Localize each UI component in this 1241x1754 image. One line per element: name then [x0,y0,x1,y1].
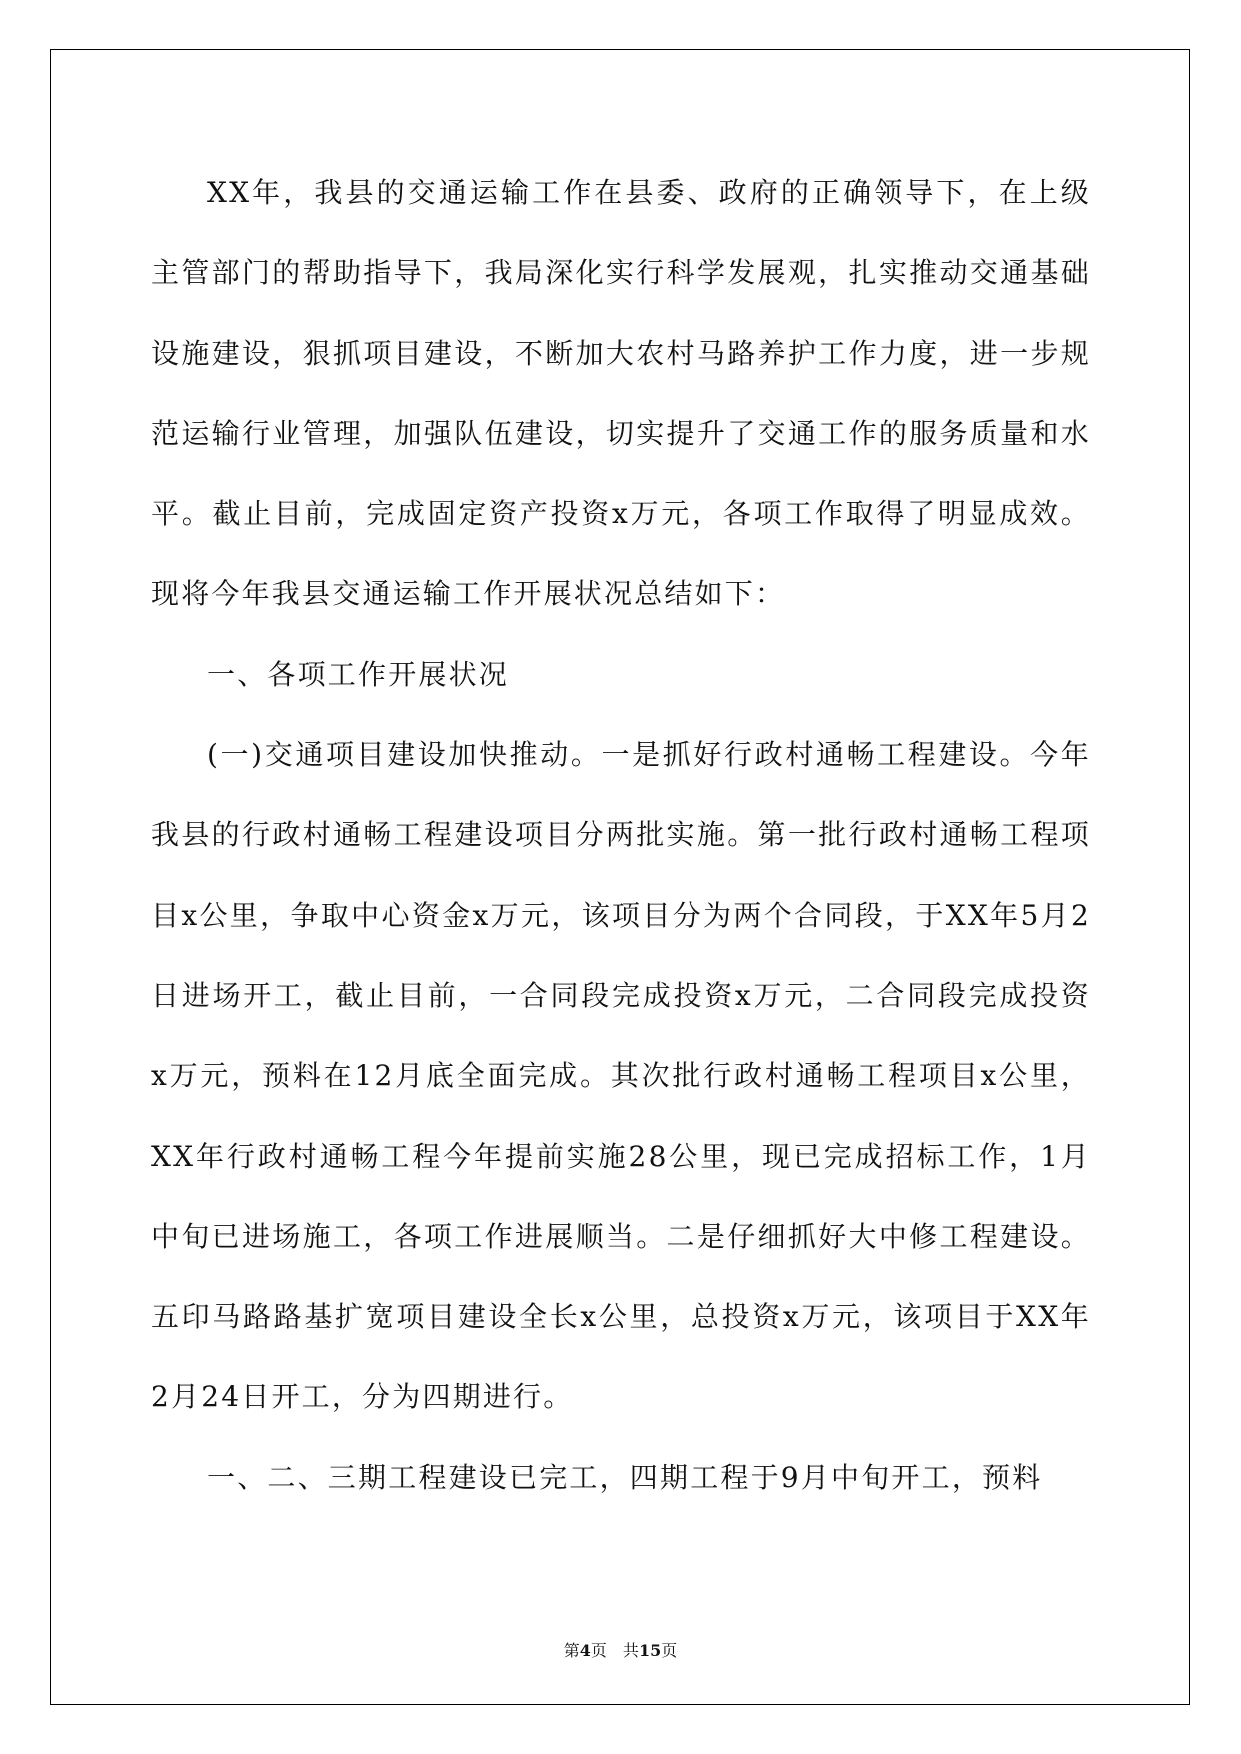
section-heading: 一、各项工作开展状况 [207,657,510,691]
current-page-number: 4 [579,1641,591,1660]
total-page-number: 15 [638,1641,662,1660]
page-mid: 页 共 [590,1641,639,1660]
document-body [151,153,1091,1518]
page-footer [0,1641,1241,1661]
page-prefix: 第 [563,1641,580,1660]
paragraph-continuation: 一、二、三期工程建设已完工，四期工程于9月中旬开工，预料 [207,1460,1043,1494]
page-suffix: 页 [661,1641,678,1660]
paragraph-projects: (一)交通项目建设加快推动。一是抓好行政村通畅工程建设。今年我县的行政村通畅工程建设项目分两批实施。第一批行政村通畅工程项目x公里，争取中心资金x万元，该项目分为两个合同段，于XX年5月2日进场开工，截止目前，一合同段完成投资x万元，二合同段完成投资x万元，预料在12月底全面完成。其次批行政村通畅工程项目x公里，XX年行政村通畅工程今年提前实施28公里，现已完成招标工作，1月中旬已进场施工，各项工作进展顺当。二是仔细抓好大中修工程建设。五印马路路基扩宽项目建设全长x公里，总投资x万元，该项目于XX年2月24日开工，分为四期进行。 [151,738,1091,1414]
paragraph-intro: XX年，我县的交通运输工作在县委、政府的正确领导下，在上级主管部门的帮助指导下，我局深化实行科学发展观，扎实推动交通基础设施建设，狠抓项目建设，不断加大农村马路养护工作力度，进一步规范运输行业管理，加强队伍建设，切实提升了交通工作的服务质量和水平。截止目前，完成固定资产投资x万元，各项工作取得了明显成效。现将今年我县交通运输工作开展状况总结如下： [151,176,1091,611]
